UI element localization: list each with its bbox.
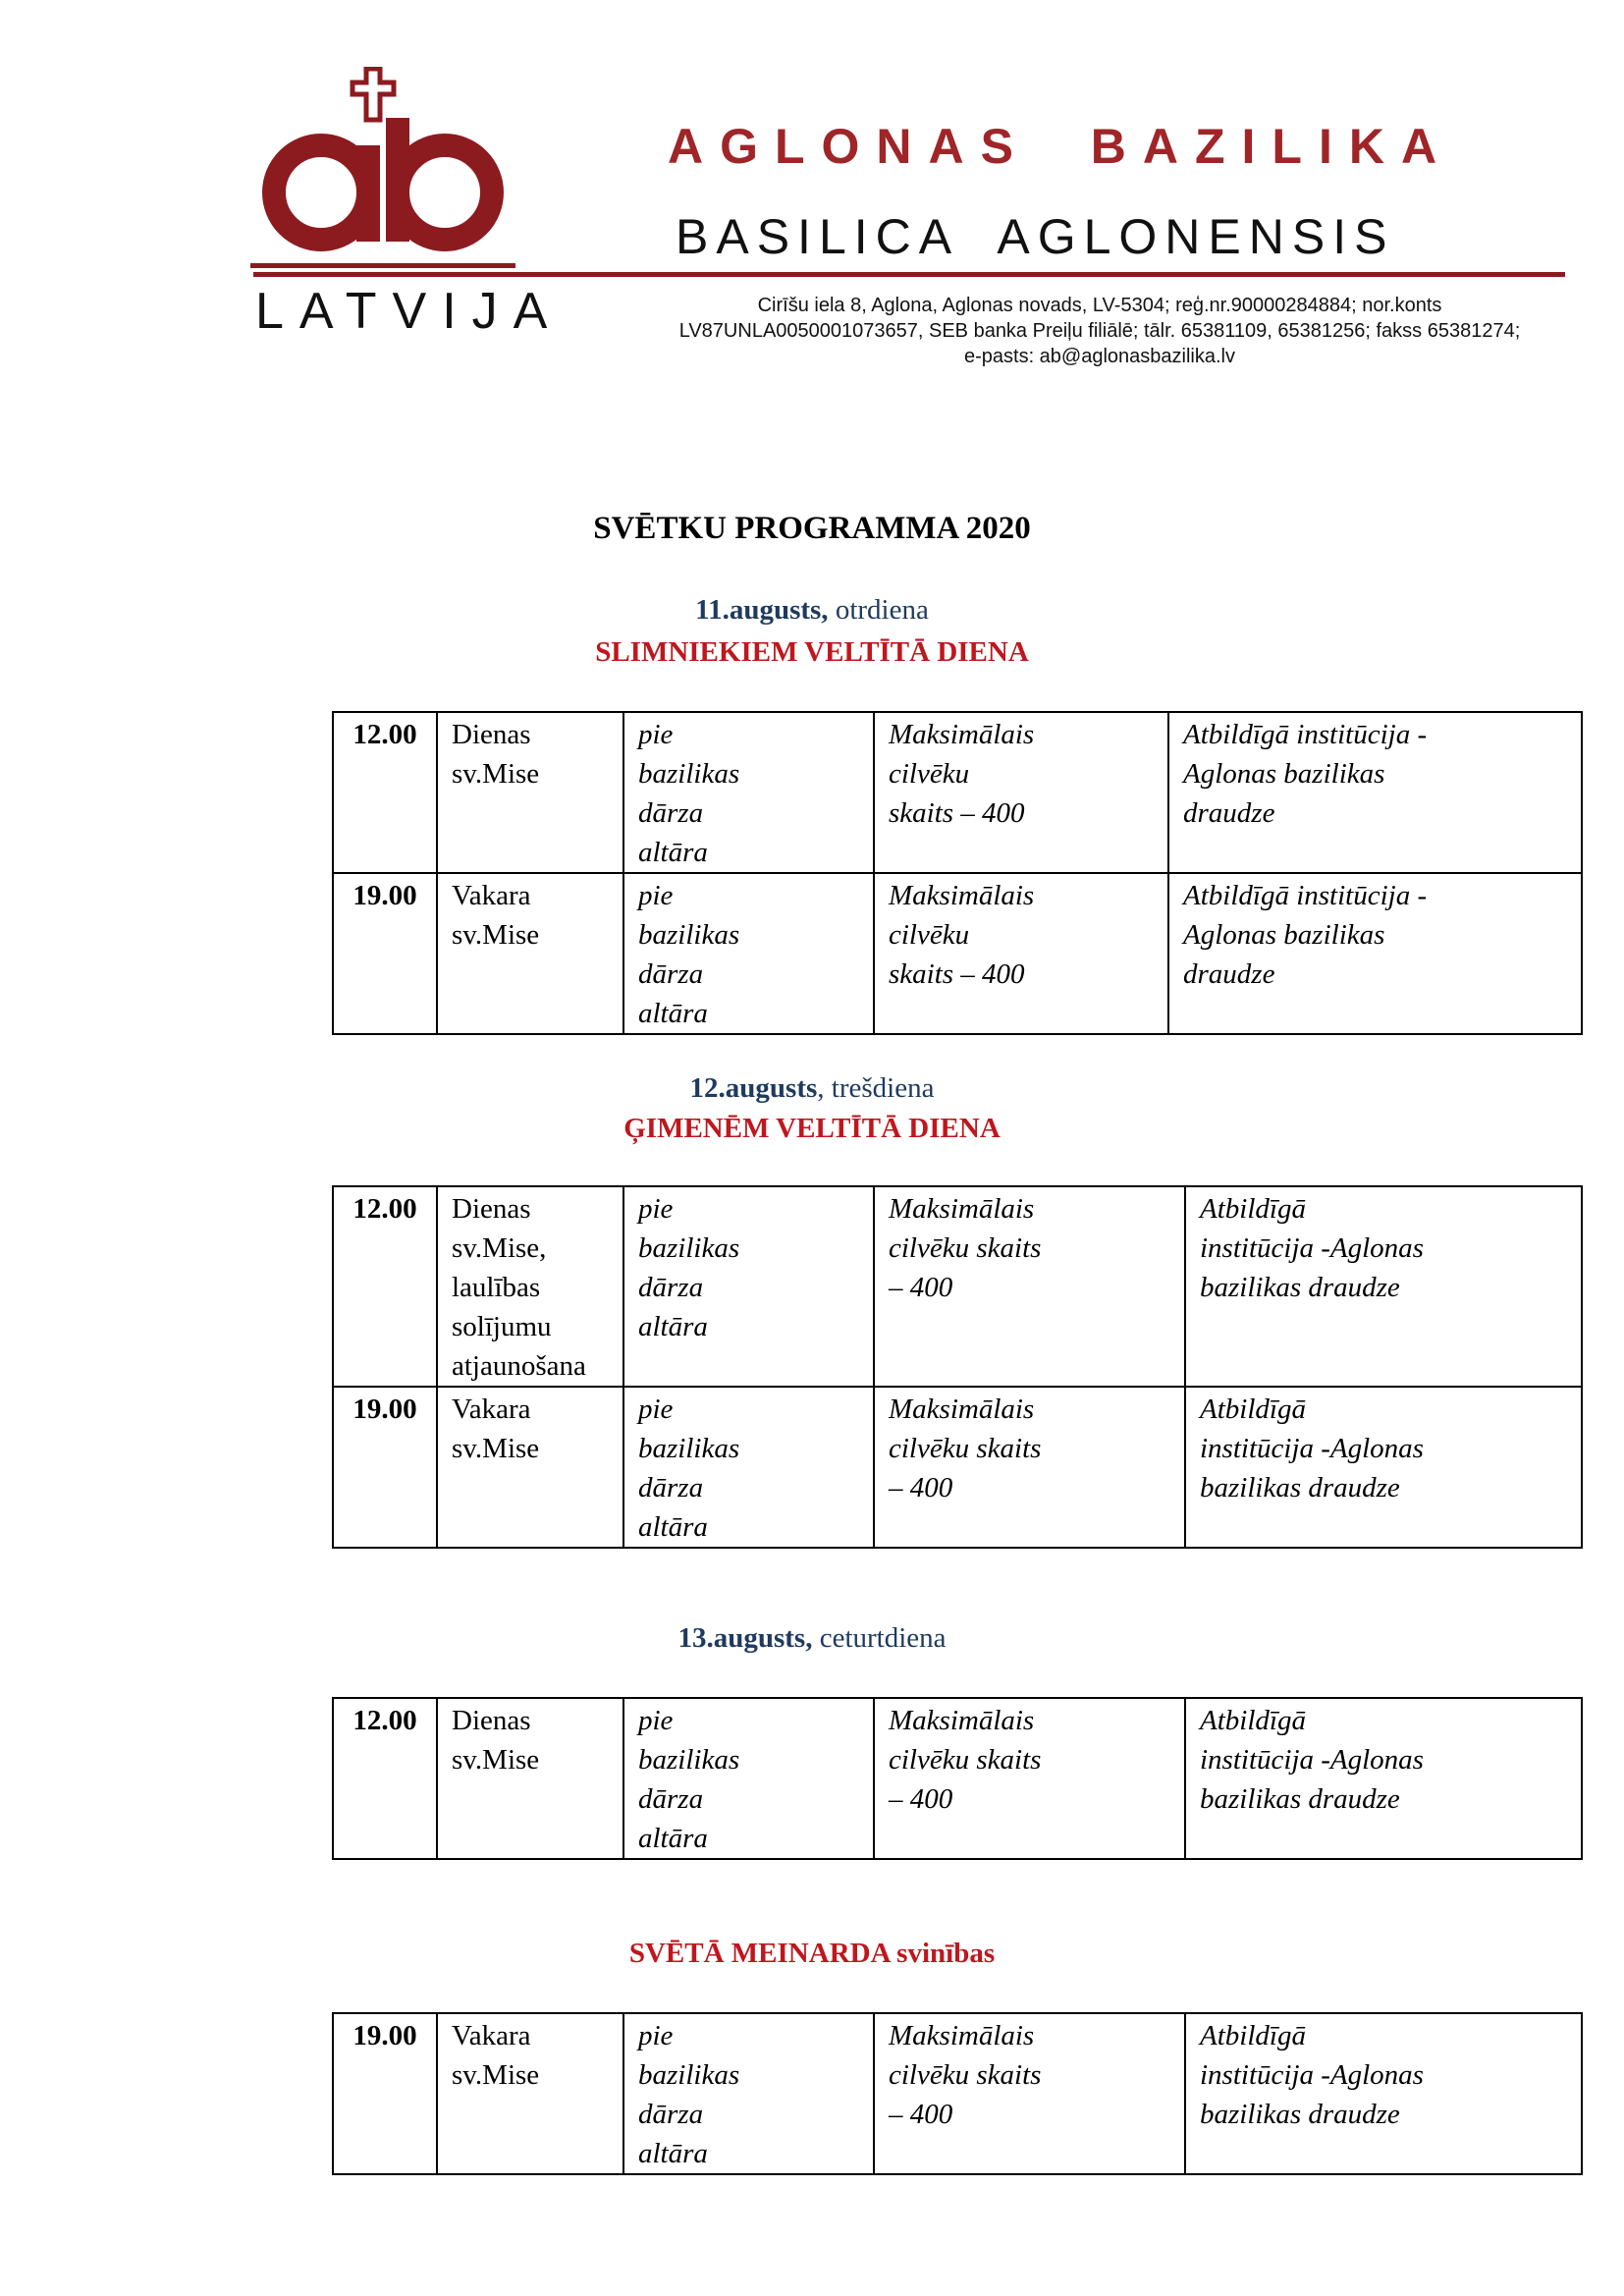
- event-cell-line: sv.Mise,: [452, 1232, 547, 1264]
- place-cell-line: pie: [638, 1705, 674, 1736]
- ab-cross-logo-icon: [250, 67, 515, 273]
- event-cell-line: atjaunošana: [452, 1350, 586, 1382]
- capacity-cell-line: Maksimālais: [889, 1193, 1035, 1225]
- contact-address: Cirīšu iela 8, Aglona, Aglonas novads, LV-5304; reģ.nr.90000284884; nor.konts: [757, 295, 1442, 316]
- responsible-cell-line: Atbildīgā: [1200, 2020, 1306, 2051]
- capacity-cell-line: cilvēku skaits: [889, 1744, 1042, 1776]
- capacity-cell-line: cilvēku skaits: [889, 1232, 1042, 1264]
- title-latvian: AGLONAS BAZILIKA: [668, 119, 1454, 174]
- contact-info: [648, 293, 1551, 369]
- time-cell: 12.00: [333, 1698, 437, 1859]
- place-cell-line: altāra: [638, 1511, 708, 1543]
- place-cell-line: altāra: [638, 1823, 708, 1854]
- responsible-cell-line: Atbildīgā institūcija -: [1183, 719, 1428, 750]
- responsible-cell-line: bazilikas draudze: [1200, 1272, 1400, 1303]
- event-cell-line: sv.Mise: [452, 1744, 540, 1776]
- responsible-cell-line: Aglonas bazilikas: [1183, 919, 1385, 951]
- place-cell-line: bazilikas: [638, 1232, 740, 1264]
- event-cell-line: Vakara: [452, 1394, 531, 1425]
- event-cell-line: Dienas: [452, 1705, 531, 1736]
- event-cell: [437, 1186, 623, 1387]
- table-row: [333, 873, 1582, 1034]
- day-subtitle: ĢIMENĒM VELTĪTĀ DIENA: [623, 1113, 1001, 1144]
- event-cell-line: sv.Mise: [452, 758, 540, 790]
- capacity-cell: [874, 1387, 1185, 1548]
- contact-email: e-pasts: ab@aglonasbazilika.lv: [963, 346, 1235, 367]
- place-cell-line: pie: [638, 2020, 674, 2051]
- day-date: 11.augusts,: [695, 594, 829, 626]
- responsible-cell-line: draudze: [1183, 958, 1275, 990]
- day-subtitle: SVĒTĀ MEINARDA svinības: [628, 1938, 996, 1969]
- capacity-cell: [874, 712, 1168, 873]
- table-row: [333, 1387, 1582, 1548]
- time-cell: 12.00: [333, 1186, 437, 1387]
- country-label: LATVIJA: [255, 283, 564, 340]
- capacity-cell-line: Maksimālais: [889, 719, 1035, 750]
- responsible-cell-line: institūcija -Aglonas: [1200, 2059, 1424, 2091]
- capacity-cell-line: cilvēku: [889, 919, 970, 951]
- capacity-cell-line: – 400: [889, 1783, 953, 1815]
- capacity-cell-line: Maksimālais: [889, 1394, 1035, 1425]
- place-cell-line: dārza: [638, 958, 704, 990]
- capacity-cell-line: Maksimālais: [889, 1705, 1035, 1736]
- place-cell-line: pie: [638, 1193, 674, 1225]
- capacity-cell: [874, 2013, 1185, 2174]
- place-cell-line: altāra: [638, 1311, 708, 1342]
- event-cell: [437, 2013, 623, 2174]
- event-cell-line: Dienas: [452, 1193, 531, 1225]
- event-cell-line: sv.Mise: [452, 1433, 540, 1464]
- time-cell: 12.00: [333, 712, 437, 873]
- schedule-table: [332, 1697, 1583, 1860]
- table-row: [333, 1186, 1582, 1387]
- basilica-logo: [250, 67, 515, 273]
- place-cell: [623, 1698, 874, 1859]
- capacity-cell-line: skaits – 400: [889, 797, 1025, 829]
- table-row: [333, 1698, 1582, 1859]
- place-cell-line: dārza: [638, 2099, 704, 2130]
- place-cell: [623, 873, 874, 1034]
- time-cell: 19.00: [333, 1387, 437, 1548]
- place-cell-line: bazilikas: [638, 758, 740, 790]
- place-cell-line: bazilikas: [638, 919, 740, 951]
- day-heading: [0, 1072, 1624, 1105]
- capacity-cell: [874, 873, 1168, 1034]
- responsible-cell-line: institūcija -Aglonas: [1200, 1232, 1424, 1264]
- responsible-cell-line: institūcija -Aglonas: [1200, 1433, 1424, 1464]
- place-cell-line: dārza: [638, 1472, 704, 1503]
- day-date: 12.augusts: [689, 1072, 818, 1104]
- responsible-cell: [1185, 1186, 1582, 1387]
- responsible-cell-line: bazilikas draudze: [1200, 1472, 1400, 1503]
- responsible-cell-line: Atbildīgā institūcija -: [1183, 880, 1428, 911]
- responsible-cell-line: Aglonas bazilikas: [1183, 758, 1385, 790]
- table-row: [333, 712, 1582, 873]
- responsible-cell-line: draudze: [1183, 797, 1275, 829]
- title-latin: BASILICA AGLONENSIS: [676, 209, 1395, 264]
- place-cell-line: bazilikas: [638, 1433, 740, 1464]
- capacity-cell-line: Maksimālais: [889, 880, 1035, 911]
- place-cell-line: pie: [638, 1394, 674, 1425]
- time-cell: 19.00: [333, 873, 437, 1034]
- place-cell-line: altāra: [638, 998, 708, 1029]
- event-cell-line: sv.Mise: [452, 2059, 540, 2091]
- event-cell-line: laulības: [452, 1272, 541, 1303]
- contact-bank-phone: LV87UNLA0050001073657, SEB banka Preiļu filiālē; tālr. 65381109, 65381256; fakss 65381274;: [678, 320, 1521, 342]
- day-weekday: , trešdiena: [817, 1072, 935, 1104]
- day-subtitle: SLIMNIEKIEM VELTĪTĀ DIENA: [595, 636, 1029, 668]
- place-cell-line: bazilikas: [638, 2059, 740, 2091]
- place-cell-line: dārza: [638, 1272, 704, 1303]
- place-cell: [623, 712, 874, 873]
- place-cell: [623, 2013, 874, 2174]
- capacity-cell-line: cilvēku skaits: [889, 1433, 1042, 1464]
- time-cell: 19.00: [333, 2013, 437, 2174]
- place-cell-line: dārza: [638, 1783, 704, 1815]
- day-weekday: ceturtdiena: [812, 1622, 947, 1654]
- event-cell-line: Vakara: [452, 880, 531, 911]
- schedule-table: [332, 2012, 1583, 2175]
- day-heading: [0, 594, 1624, 627]
- place-cell-line: altāra: [638, 2138, 708, 2169]
- event-cell: [437, 873, 623, 1034]
- event-cell: [437, 712, 623, 873]
- responsible-cell-line: bazilikas draudze: [1200, 1783, 1400, 1815]
- place-cell: [623, 1387, 874, 1548]
- responsible-cell: [1168, 873, 1582, 1034]
- event-cell-line: solījumu: [452, 1311, 552, 1342]
- capacity-cell-line: Maksimālais: [889, 2020, 1035, 2051]
- place-cell-line: pie: [638, 719, 674, 750]
- place-cell-line: bazilikas: [638, 1744, 740, 1776]
- capacity-cell-line: – 400: [889, 1472, 953, 1503]
- capacity-cell: [874, 1186, 1185, 1387]
- responsible-cell: [1168, 712, 1582, 873]
- responsible-cell-line: Atbildīgā: [1200, 1705, 1306, 1736]
- capacity-cell-line: cilvēku skaits: [889, 2059, 1042, 2091]
- capacity-cell-line: skaits – 400: [889, 958, 1025, 990]
- day-heading: [0, 1622, 1624, 1655]
- day-date: 13.augusts,: [677, 1622, 813, 1654]
- responsible-cell: [1185, 1698, 1582, 1859]
- capacity-cell-line: – 400: [889, 1272, 953, 1303]
- day-weekday: otrdiena: [828, 594, 929, 626]
- place-cell-line: dārza: [638, 797, 704, 829]
- responsible-cell-line: Atbildīgā: [1200, 1394, 1306, 1425]
- schedule-table: [332, 711, 1583, 1035]
- event-cell: [437, 1698, 623, 1859]
- responsible-cell-line: bazilikas draudze: [1200, 2099, 1400, 2130]
- place-cell: [623, 1186, 874, 1387]
- capacity-cell-line: – 400: [889, 2099, 953, 2130]
- place-cell-line: pie: [638, 880, 674, 911]
- responsible-cell-line: Atbildīgā: [1200, 1193, 1306, 1225]
- header-divider: [253, 272, 1565, 277]
- table-row: [333, 2013, 1582, 2174]
- capacity-cell: [874, 1698, 1185, 1859]
- responsible-cell-line: institūcija -Aglonas: [1200, 1744, 1424, 1776]
- event-cell-line: sv.Mise: [452, 919, 540, 951]
- schedule-table: [332, 1185, 1583, 1549]
- event-cell-line: Dienas: [452, 719, 531, 750]
- responsible-cell: [1185, 1387, 1582, 1548]
- event-cell: [437, 1387, 623, 1548]
- capacity-cell-line: cilvēku: [889, 758, 970, 790]
- page-title: SVĒTKU PROGRAMMA 2020: [593, 511, 1031, 546]
- event-cell-line: Vakara: [452, 2020, 531, 2051]
- place-cell-line: altāra: [638, 837, 708, 868]
- responsible-cell: [1185, 2013, 1582, 2174]
